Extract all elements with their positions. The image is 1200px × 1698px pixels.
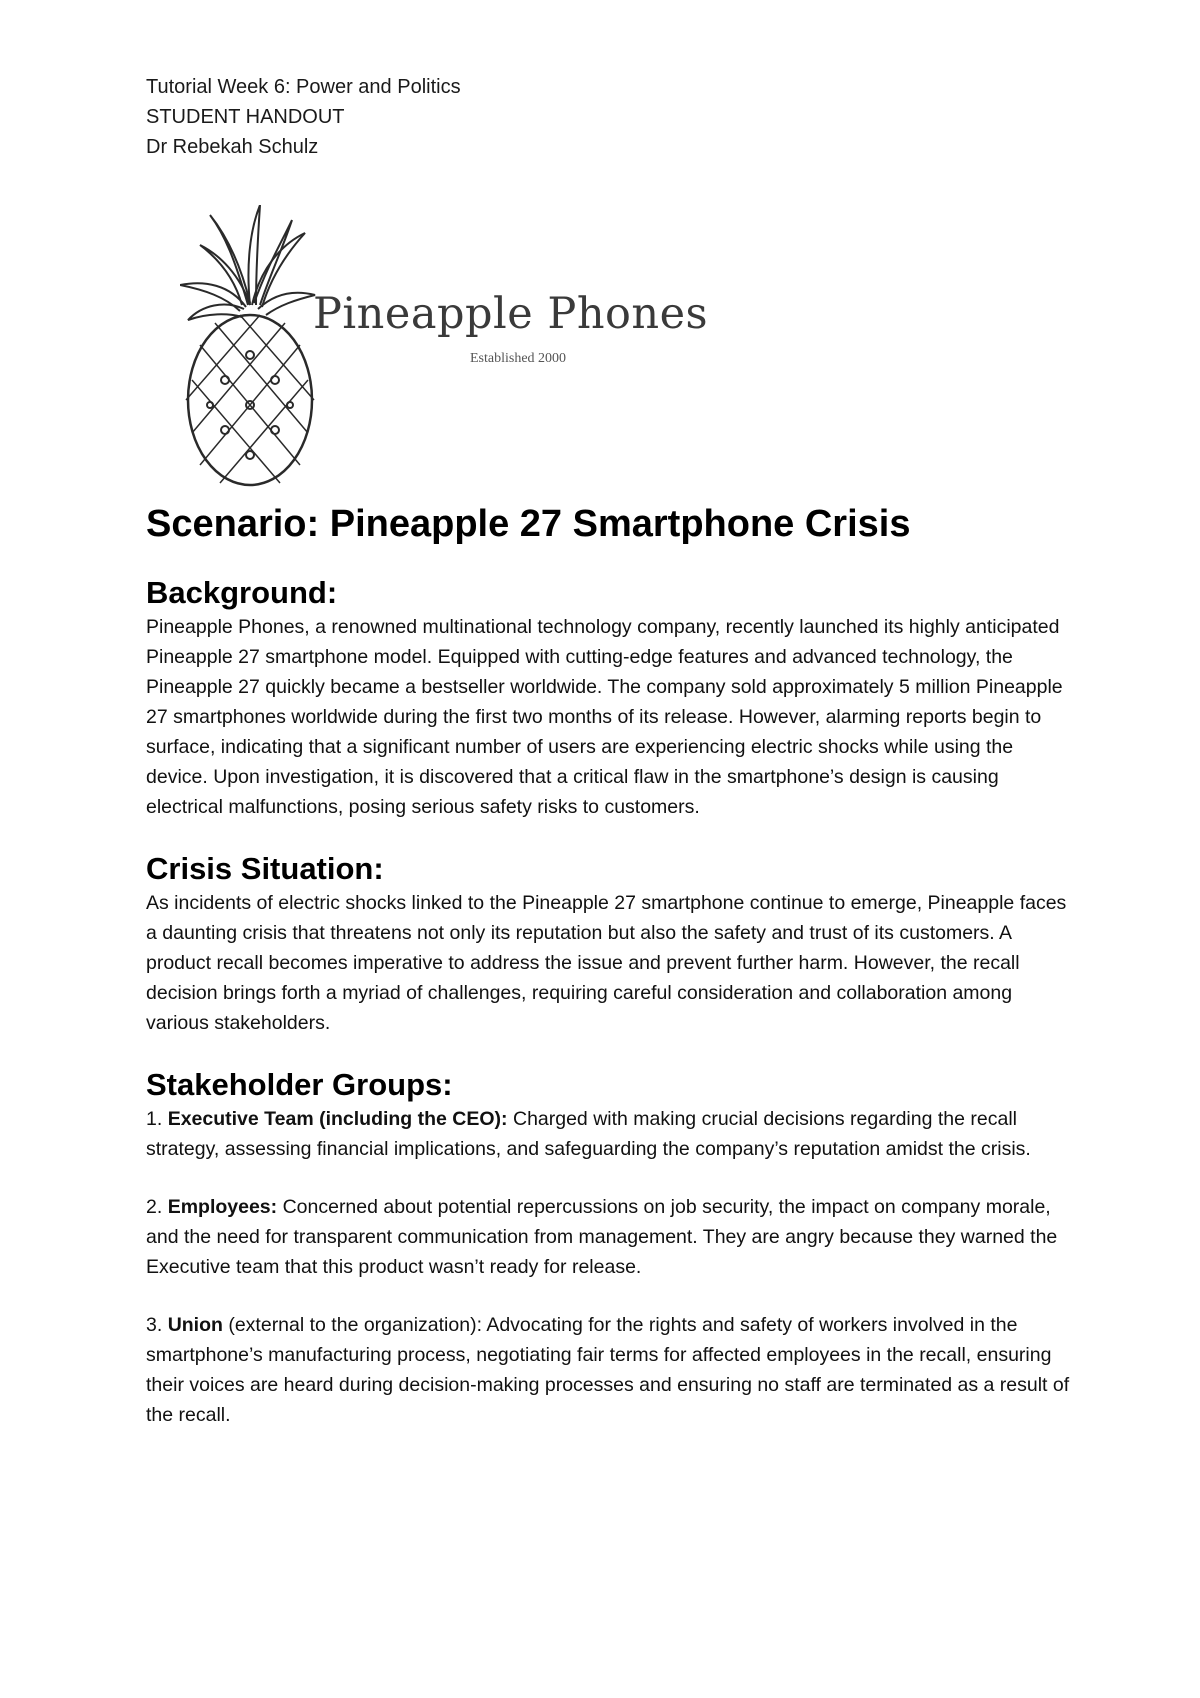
document-header	[146, 72, 461, 162]
company-logo	[180, 205, 780, 495]
established-tagline: Established 2000	[470, 351, 567, 366]
stakeholder-number: 2.	[146, 1196, 168, 1218]
crisis-paragraph: As incidents of electric shocks linked to the Pineapple 27 smartphone continue to emerge, Pineapple faces a daunting crisis that threatens not only its reputation but also the safety and trust of its customers. A product recall becomes imperative to address the issue and prevent further harm. However, the recall decision brings forth a myriad of challenges, requiring careful consideration and collaboration among various stakeholders.	[146, 892, 1067, 1034]
header-author-line: Dr Rebekah Schulz	[146, 136, 319, 158]
stakeholder-item	[146, 1192, 1076, 1282]
stakeholder-number: 3.	[146, 1314, 168, 1336]
stakeholders-heading: Stakeholder Groups:	[146, 1067, 453, 1102]
background-paragraph: Pineapple Phones, a renowned multinational technology company, recently launched its highly anticipated Pineapple 27 smartphone model. Equipped with cutting-edge features and advanced technology, the Pineapple 27 quickly became a bestseller worldwide. The company sold approximately 5 million Pineapple 27 smartphones worldwide during the first two months of its release. However, alarming reports begin to surface, indicating that a significant number of users are experiencing electric shocks while using the device. Upon investigation, it is discovered that a critical flaw in the smartphone’s design is causing electrical malfunctions, posing serious safety risks to customers.	[146, 616, 1063, 818]
crisis-heading: Crisis Situation:	[146, 851, 384, 886]
stakeholder-description: (external to the organization): Advocating for the rights and safety of workers involved in the smartphone’s manufacturing process, negotiating fair terms for affected employees in the recall, ensuring their voices are heard during decision-making processes and ensuring no staff are terminated as a result of the recall.	[146, 1314, 1070, 1426]
pineapple-icon	[180, 205, 320, 490]
stakeholder-number: 1.	[146, 1108, 168, 1130]
stakeholder-name: Employees:	[167, 1196, 278, 1218]
brand-name: Pineapple Phones	[313, 289, 709, 339]
background-heading: Background:	[146, 575, 338, 610]
document-body	[146, 500, 1076, 1458]
header-course-line: Tutorial Week 6: Power and Politics	[146, 76, 461, 98]
stakeholder-name: Executive Team (including the CEO):	[167, 1108, 508, 1130]
header-handout-line: STUDENT HANDOUT	[146, 106, 345, 128]
stakeholder-description: Concerned about potential repercussions on job security, the impact on company morale, and the need for transparent communication from management. They are angry because they warned the Executive team that this product wasn’t ready for release.	[146, 1196, 1058, 1278]
stakeholder-description: Charged with making crucial decisions regarding the recall strategy, assessing financial implications, and safeguarding the company’s reputation amidst the crisis.	[146, 1108, 1031, 1160]
stakeholder-item	[146, 1310, 1076, 1430]
stakeholder-name: Union	[167, 1314, 223, 1336]
stakeholder-item	[146, 1104, 1076, 1164]
page-title: Scenario: Pineapple 27 Smartphone Crisis	[146, 503, 911, 545]
